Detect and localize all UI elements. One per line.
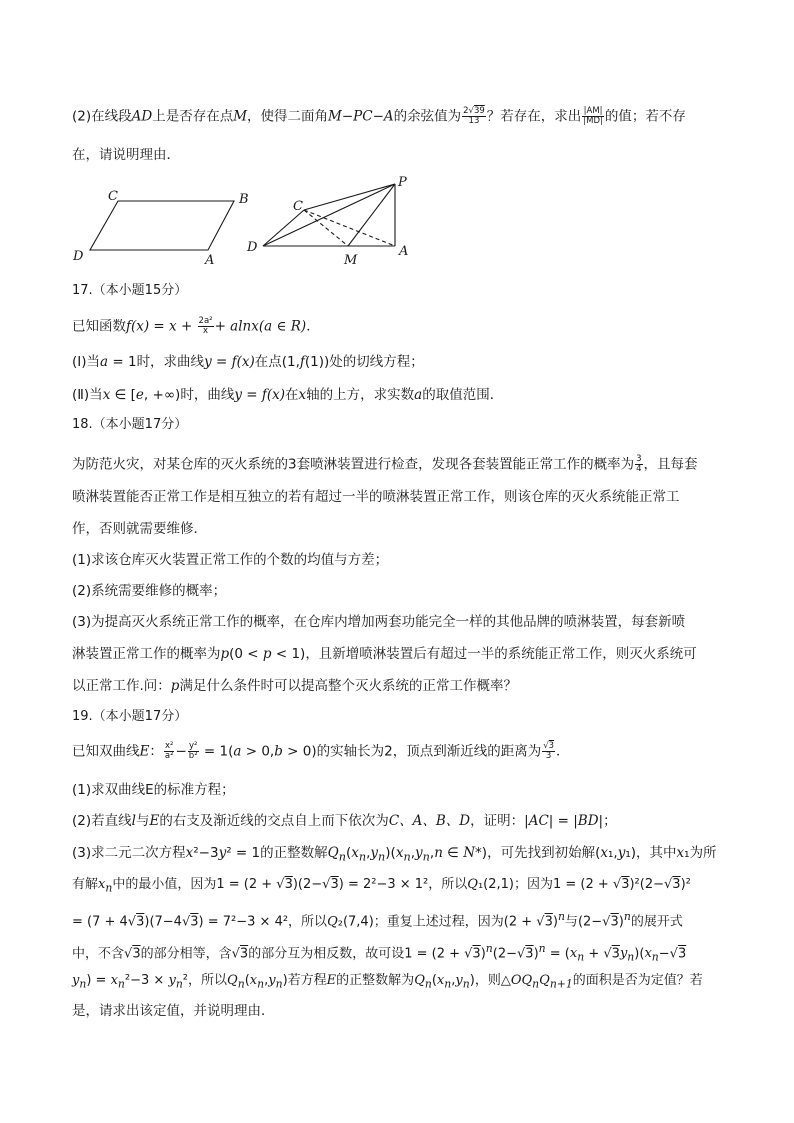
parallelogram-figure [90, 201, 234, 250]
q18-p1: 为防范火灾，对某仓库的灭火系统的3套喷淋装置进行检查，发现各套装置能正常工作的概率为 $\frac{3}{4}$ ，且每套 [72, 454, 698, 474]
q16-figure [68, 176, 428, 271]
q18-q3-line3: 以正常工作.问：p满足什么条件时可以提高整个灭火系统的正常工作概率？ [72, 678, 517, 694]
q18-q3-line2: 淋装置正常工作的概率为p(0 < p < 1)，且新增喷淋装置后有超过一半的系统能正常工作，则灭火系统可 [72, 646, 697, 662]
fig2-label-c: C [293, 199, 303, 214]
q19-q3-line5: $y_n) = x_n^2-3 \times y_n^2$，所以$Q_n(x_n,y_n)$若方程E的正整数解为$Q_n(x_n,y_n)$，则$\triangle OQ_nQ_{n+1}$的面积是否为定值？若 [72, 973, 703, 991]
q19-q3-line6: 是，请求出该定值，并说明理由． [72, 1003, 275, 1019]
q17-part1: (Ⅰ)当a = 1时，求曲线y = f(x)在点(1,f(1))处的切线方程； [72, 354, 424, 370]
q19-q2: (2)若直线l与E的右支及渐近线的交点自上而下依次为C、A、B、D，证明：|AC| = |BD|； [72, 813, 617, 829]
q16-part2-line1: (2)在线段AD上是否存在点M，使得二面角M−PC−A的余弦值为 $\frac{2√39}{13}$ ？若存在，求出 $\frac{|AM|}{|MD|}$ 的值；若不存 [72, 106, 686, 126]
fig2-label-p: P [398, 176, 407, 190]
q18-p3: 作，否则就需要维修． [72, 521, 207, 537]
pyramid-figure [263, 184, 395, 246]
q19-q3-line3: = (7 + 4√3)(7−4√3) = 7²−3 × 4²，所以Q₂(7,4)；重复上述过程，因为$(2 + √3)^n$与$(2-√3)^n$的展开式 [72, 910, 683, 930]
q18-q2: (2)系统需要维修的概率； [72, 583, 227, 599]
fig2-label-a: A [399, 244, 409, 259]
q19-q1: (1)求双曲线E的标准方程； [72, 782, 235, 798]
q18-heading: 18.（本小题17分） [72, 417, 188, 432]
q17-heading: 17.（本小题15分） [72, 283, 188, 298]
q19-q3-line4: 中，不含√3的部分相等，含√3的部分互为相反数，故可设$1 = (2 + √3)^n(2-√3)^n = (x_n + √3y_n)(x_n-√3$ [72, 942, 687, 964]
q19-q3-line2: 有解$x_n$中的最小值，因为1 = (2 + √3)(2−√3) = 2²−3 × 1²，所以Q₁(2,1)；因为1 = (2 + √3)²(2−√3)² [72, 877, 691, 895]
q19-heading: 19.（本小题17分） [72, 709, 188, 724]
q19-stem: 已知双曲线E： $\frac{\text{x²}}{\text{a²}}$ − $\frac{\text{y²}}{\text{b²}}$ = 1(a > 0,b > 0)的实轴长为2，顶点到渐近线的距离为 $\frac{√3}{3}$ ． [72, 741, 570, 761]
fig2-label-d: D [247, 240, 258, 255]
q17-stem: 已知函数f(x) = x + $\frac{\text{2a²}}{x}$ + alnx(a ∈ R)． [72, 316, 320, 336]
q19-q3-line1: (3)求二元二次方程x²−3y² = 1的正整数解$Q_n(x_n,y_n)(x_n,y_n,n$ ∈ N*)，可先找到初始解(x₁,y₁)，其中x₁为所 [72, 845, 717, 864]
fig2-label-m: M [344, 253, 358, 268]
q17-part2: (Ⅱ)当x ∈ [e, +∞)时，曲线y = f(x)在x轴的上方，求实数a的取值范围． [72, 387, 504, 403]
fig1-label-b: B [239, 192, 249, 207]
fig1-label-d: D [73, 249, 84, 264]
q18-q3-line1: (3)为提高灭火系统正常工作的概率，在仓库内增加两套功能完全一样的其他品牌的喷淋装置，每套新喷 [72, 614, 686, 630]
fig1-label-c: C [108, 189, 118, 204]
fig1-label-a: A [205, 253, 215, 268]
q18-p2: 喷淋装置能否正常工作是相互独立的若有超过一半的喷淋装置正常工作，则该仓库的灭火系统能正常工 [72, 489, 680, 505]
q18-q1: (1)求该仓库灭火装置正常工作的个数的均值与方差； [72, 552, 389, 568]
q16-part2-line2: 在，请说明理由． [72, 147, 180, 163]
